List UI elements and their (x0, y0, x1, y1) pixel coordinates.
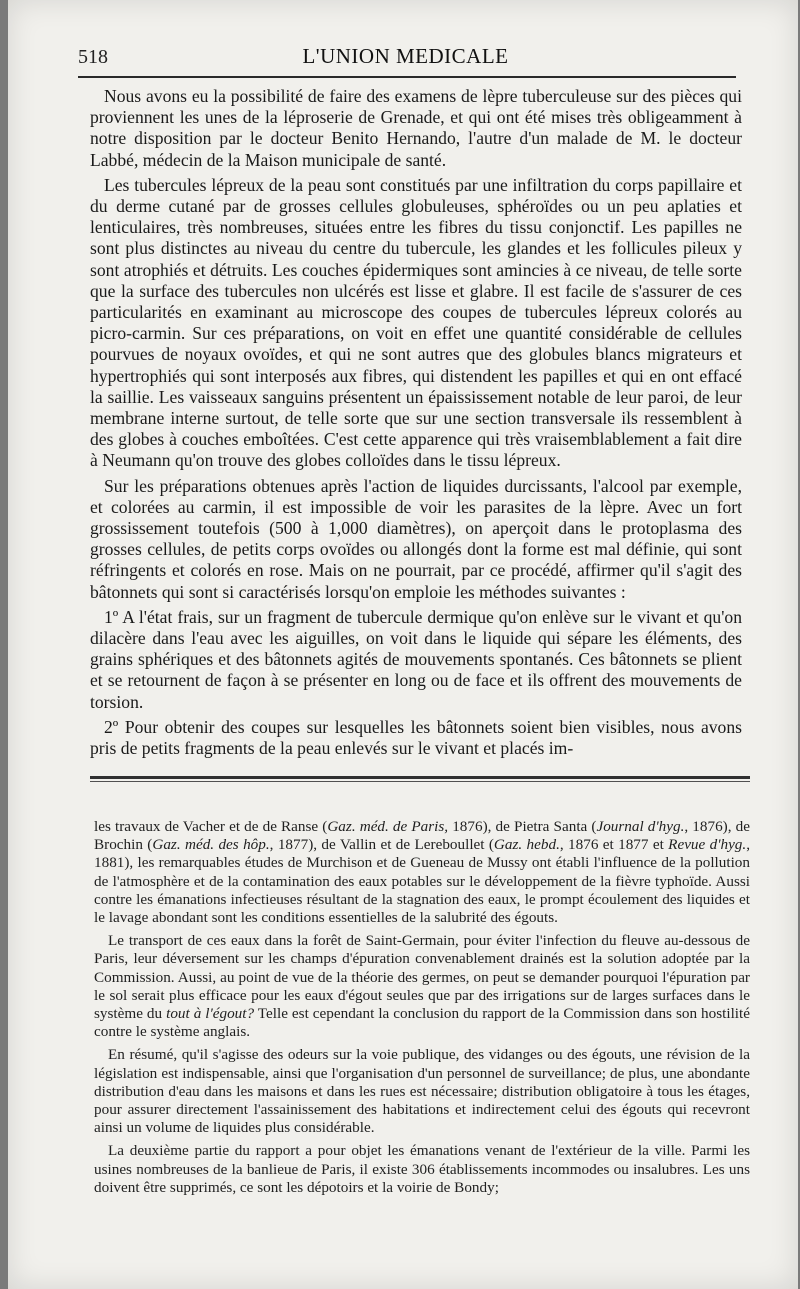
footnote-paragraph (94, 818, 750, 927)
page-number: 518 (78, 46, 108, 68)
main-paragraph: 1º A l'état frais, sur un fragment de tubercule dermique qu'on enlève sur le vivant et qu'on dilacère dans l'eau avec les aiguilles, on voit dans le liquide qui sépare les éléments, des grains sphériques et des bâtonnets agités de mouvements spontanés. Ces bâtonnets se plient et se retournent de façon à se présenter en long ou de face et ils offrent des mouvements de torsion. (90, 606, 742, 712)
citation-italic: Gaz. hebd. (493, 836, 560, 854)
text-run: les travaux de Vacher et de de Ranse ( (94, 818, 328, 835)
footnote-paragraph (94, 932, 750, 1041)
text-run: , 1877), de Vallin et de Lereboullet ( (269, 836, 494, 854)
main-paragraph: Nous avons eu la possibilité de faire des examens de lèpre tuberculeuse sur des pièces qui proviennent les unes de la léproserie de Grenade, et qui ont été mises très obligeamment à notre disposition par le docteur Benito Hernando, l'autre d'un malade de M. le docteur Labbé, médecin de la Maison municipale de santé. (90, 86, 742, 170)
journal-title: L'UNION MEDICALE (302, 44, 509, 68)
text-run: 1876), de Pietra Santa ( (448, 818, 597, 835)
main-paragraph: Sur les préparations obtenues après l'action de liquides durcissants, l'alcool par exemple, et colorées au carmin, il est impossible de voir les parasites de la lèpre. Avec un fort grossissement toutefois (500 à 1,000 diamètres), on aperçoit dans le protoplasma des grosses cellules, de petits corps ovoïdes ou allongés dont la forme est mal définie, qui sont réfringents et colorés en rose. Mais on ne pourrait, par ce procédé, affirmer qu'il s'agit des bâtonnets qui sont si caractérisés lorsqu'on emploie les méthodes suivantes : (90, 475, 742, 602)
main-paragraph: Les tubercules lépreux de la peau sont constitués par une infiltration du corps papillaire et du derme cutané par de grosses cellules globuleuses, sphéroïdes ou un peu aplaties et lenticulaires, très nombreuses, situées entre les fibres du tissu conjonctif. Les papilles ne sont plus distinctes au niveau du centre du tubercule, les glandes et les follicules pileux y sont atrophiés et détruits. Les couches épidermiques sont amincies à ce niveau, de telle sorte que la surface des tubercules non ulcérés est lisse et glabre. Il est facile de s'assurer de ces particularités en examinant au microscope des coupes de tubercules lépreux colorés au picro-carmin. Sur ces préparations, on voit en effet une quantité considérable de cellules pourvues de noyaux ovoïdes, et qui ne sont autres que des globules blancs migrateurs et hypertrophiés qui sont interposés aux fibres, qui distendent les papilles et qui en ont effacé la saillie. Les vaisseaux sanguins présentent un épaississement notable de leur paroi, de leur membrane interne surtout, de telle sorte que sur une section transversale ils ressemblent à des globes à couches emboîtées. C'est cette apparence qui très vraisemblablement a fait dire à Neumann qu'on trouve des globes colloïdes dans le tissu lépreux. (90, 174, 742, 471)
header-rule (78, 76, 736, 78)
citation-italic: Journal d'hyg. (596, 818, 685, 835)
footnote-separator (90, 776, 750, 779)
page-header (78, 44, 733, 72)
text-run: Telle est cependant la conclusion du rapport de la Commission dans son hostilité contre le système anglais. (94, 1005, 750, 1041)
citation-italic: Revue d'hyg. (668, 836, 747, 854)
footnote-separator-thin (90, 781, 750, 782)
text-run: Le transport de ces eaux dans la forêt de Saint-Germain, pour éviter l'infection du fleuve au-dessous de Paris, leur déversement sur les champs d'épuration convenablement drainés est la solution adoptée par la Commission. Aussi, au point de vue de la théorie des germes, on peut se demander pourquoi l'épuration par le sol serait plus efficace pour les eaux d'égout seules que par des irrigations sur de larges surfaces dans le système du (94, 932, 750, 1023)
footnote-text (94, 818, 750, 1202)
main-paragraph: 2º Pour obtenir des coupes sur lesquelles les bâtonnets soient bien visibles, nous avons pris de petits fragments de la peau enlevés sur le vivant et placés im- (90, 716, 742, 759)
citation-italic: Gaz. méd. de Paris, (327, 818, 449, 835)
text-run: , 1881), les remarquables études de Murchison et de Gueneau de Mussy ont établi l'influence de la pollution de l'atmosphère et de la contamination des eaux potables sur le développement de la fièvre typhoïde. Aussi contre les émanations infectieuses résultant de la stagnation des eaux, le prompt écoulement des liquides et le lavage abondant sont les conditions essentielles de la salubrité des égouts. (94, 836, 750, 927)
footnote-paragraph: En résumé, qu'il s'agisse des odeurs sur la voie publique, des vidanges ou des égouts, une révision de la législation est indispensable, ainsi que l'organisation d'un personnel de surveillance; de plus, une abondante distribution d'eau dans les maisons et dans les rues est nécessaire; distribution obligatoire à tous les étages, pour assurer directement l'assainissement des habitations et indirectement celui des égouts qui recevront ainsi un volume de liquides plus considérable. (94, 1046, 750, 1137)
citation-italic: Gaz. méd. des hôp. (152, 836, 270, 854)
document-page (8, 0, 798, 1289)
term-italic: tout à l'égout? (166, 1005, 255, 1023)
main-text (90, 86, 742, 763)
footnote-paragraph: La deuxième partie du rapport a pour objet les émanations venant de l'extérieur de la ville. Parmi les usines nombreuses de la banlieue de Paris, il existe 306 établissements incommodes ou insalubres. Les uns doivent être supprimés, ce sont les dépotoirs et la voirie de Bondy; (94, 1142, 750, 1196)
text-run: , 1876), de Brochin ( (94, 818, 750, 854)
text-run: , 1876 et 1877 et (559, 836, 669, 854)
